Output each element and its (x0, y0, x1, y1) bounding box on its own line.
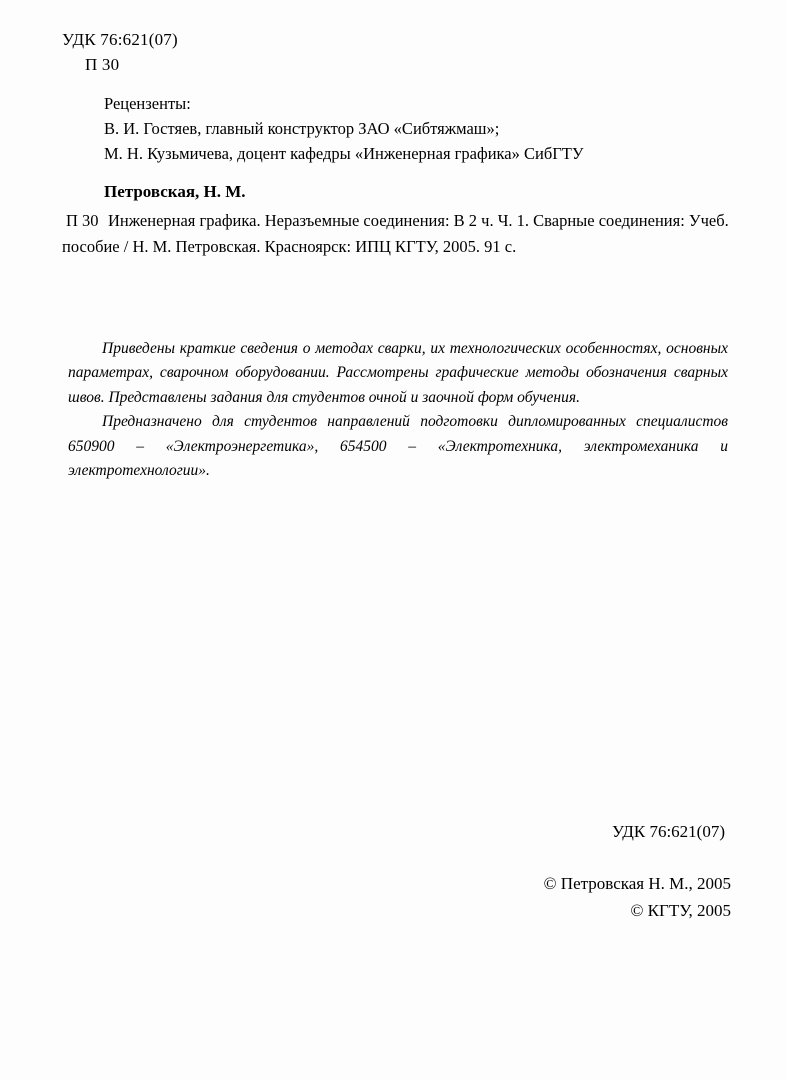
copyright-block (0, 870, 731, 924)
biblio-shelf-code: П 30 (66, 211, 99, 230)
annotation-block (68, 337, 728, 484)
copyright-author: © Петровская Н. М., 2005 (543, 874, 731, 893)
annotation-paragraph: Приведены краткие сведения о методах сварки, их технологических особенностях, основных параметрах, сварочном оборудовании. Рассмотрены графические методы обозначения сварных швов. Представлены задания для студентов очной и заочной форм обучения. (68, 340, 728, 406)
reviewer-item: М. Н. Кузьмичева, доцент кафедры «Инженерная графика» СибГТУ (104, 144, 584, 164)
copyright-publisher: © КГТУ, 2005 (630, 901, 731, 921)
udc-bottom: УДК 76:621(07) (611, 822, 725, 841)
reviewers-block (104, 91, 724, 166)
biblio-text: Инженерная графика. Неразъемные соединения: В 2 ч. Ч. 1. Сварные соединения: Учеб. пособие / Н. М. Петровская. Красноярск: ИПЦ КГТУ, 2005. 91 с. (62, 211, 729, 256)
bibliographic-description (62, 208, 732, 259)
udc-code: УДК 76:621(07) (62, 30, 178, 49)
reviewer-item: В. И. Гостяев, главный конструктор ЗАО «Сибтяжмаш»; (104, 119, 500, 139)
annotation-paragraph: Предназначено для студентов направлений подготовки дипломированных специалистов 650900 – «Электроэнергетика», 654500 – «Электротехника, электромеханика и электротехнологии». (68, 413, 728, 480)
reviewers-heading: Рецензенты: (104, 94, 191, 113)
shelf-mark: П 30 (85, 54, 120, 74)
author-name: Петровская, Н. М. (104, 182, 246, 201)
udc-top-block (62, 28, 178, 77)
